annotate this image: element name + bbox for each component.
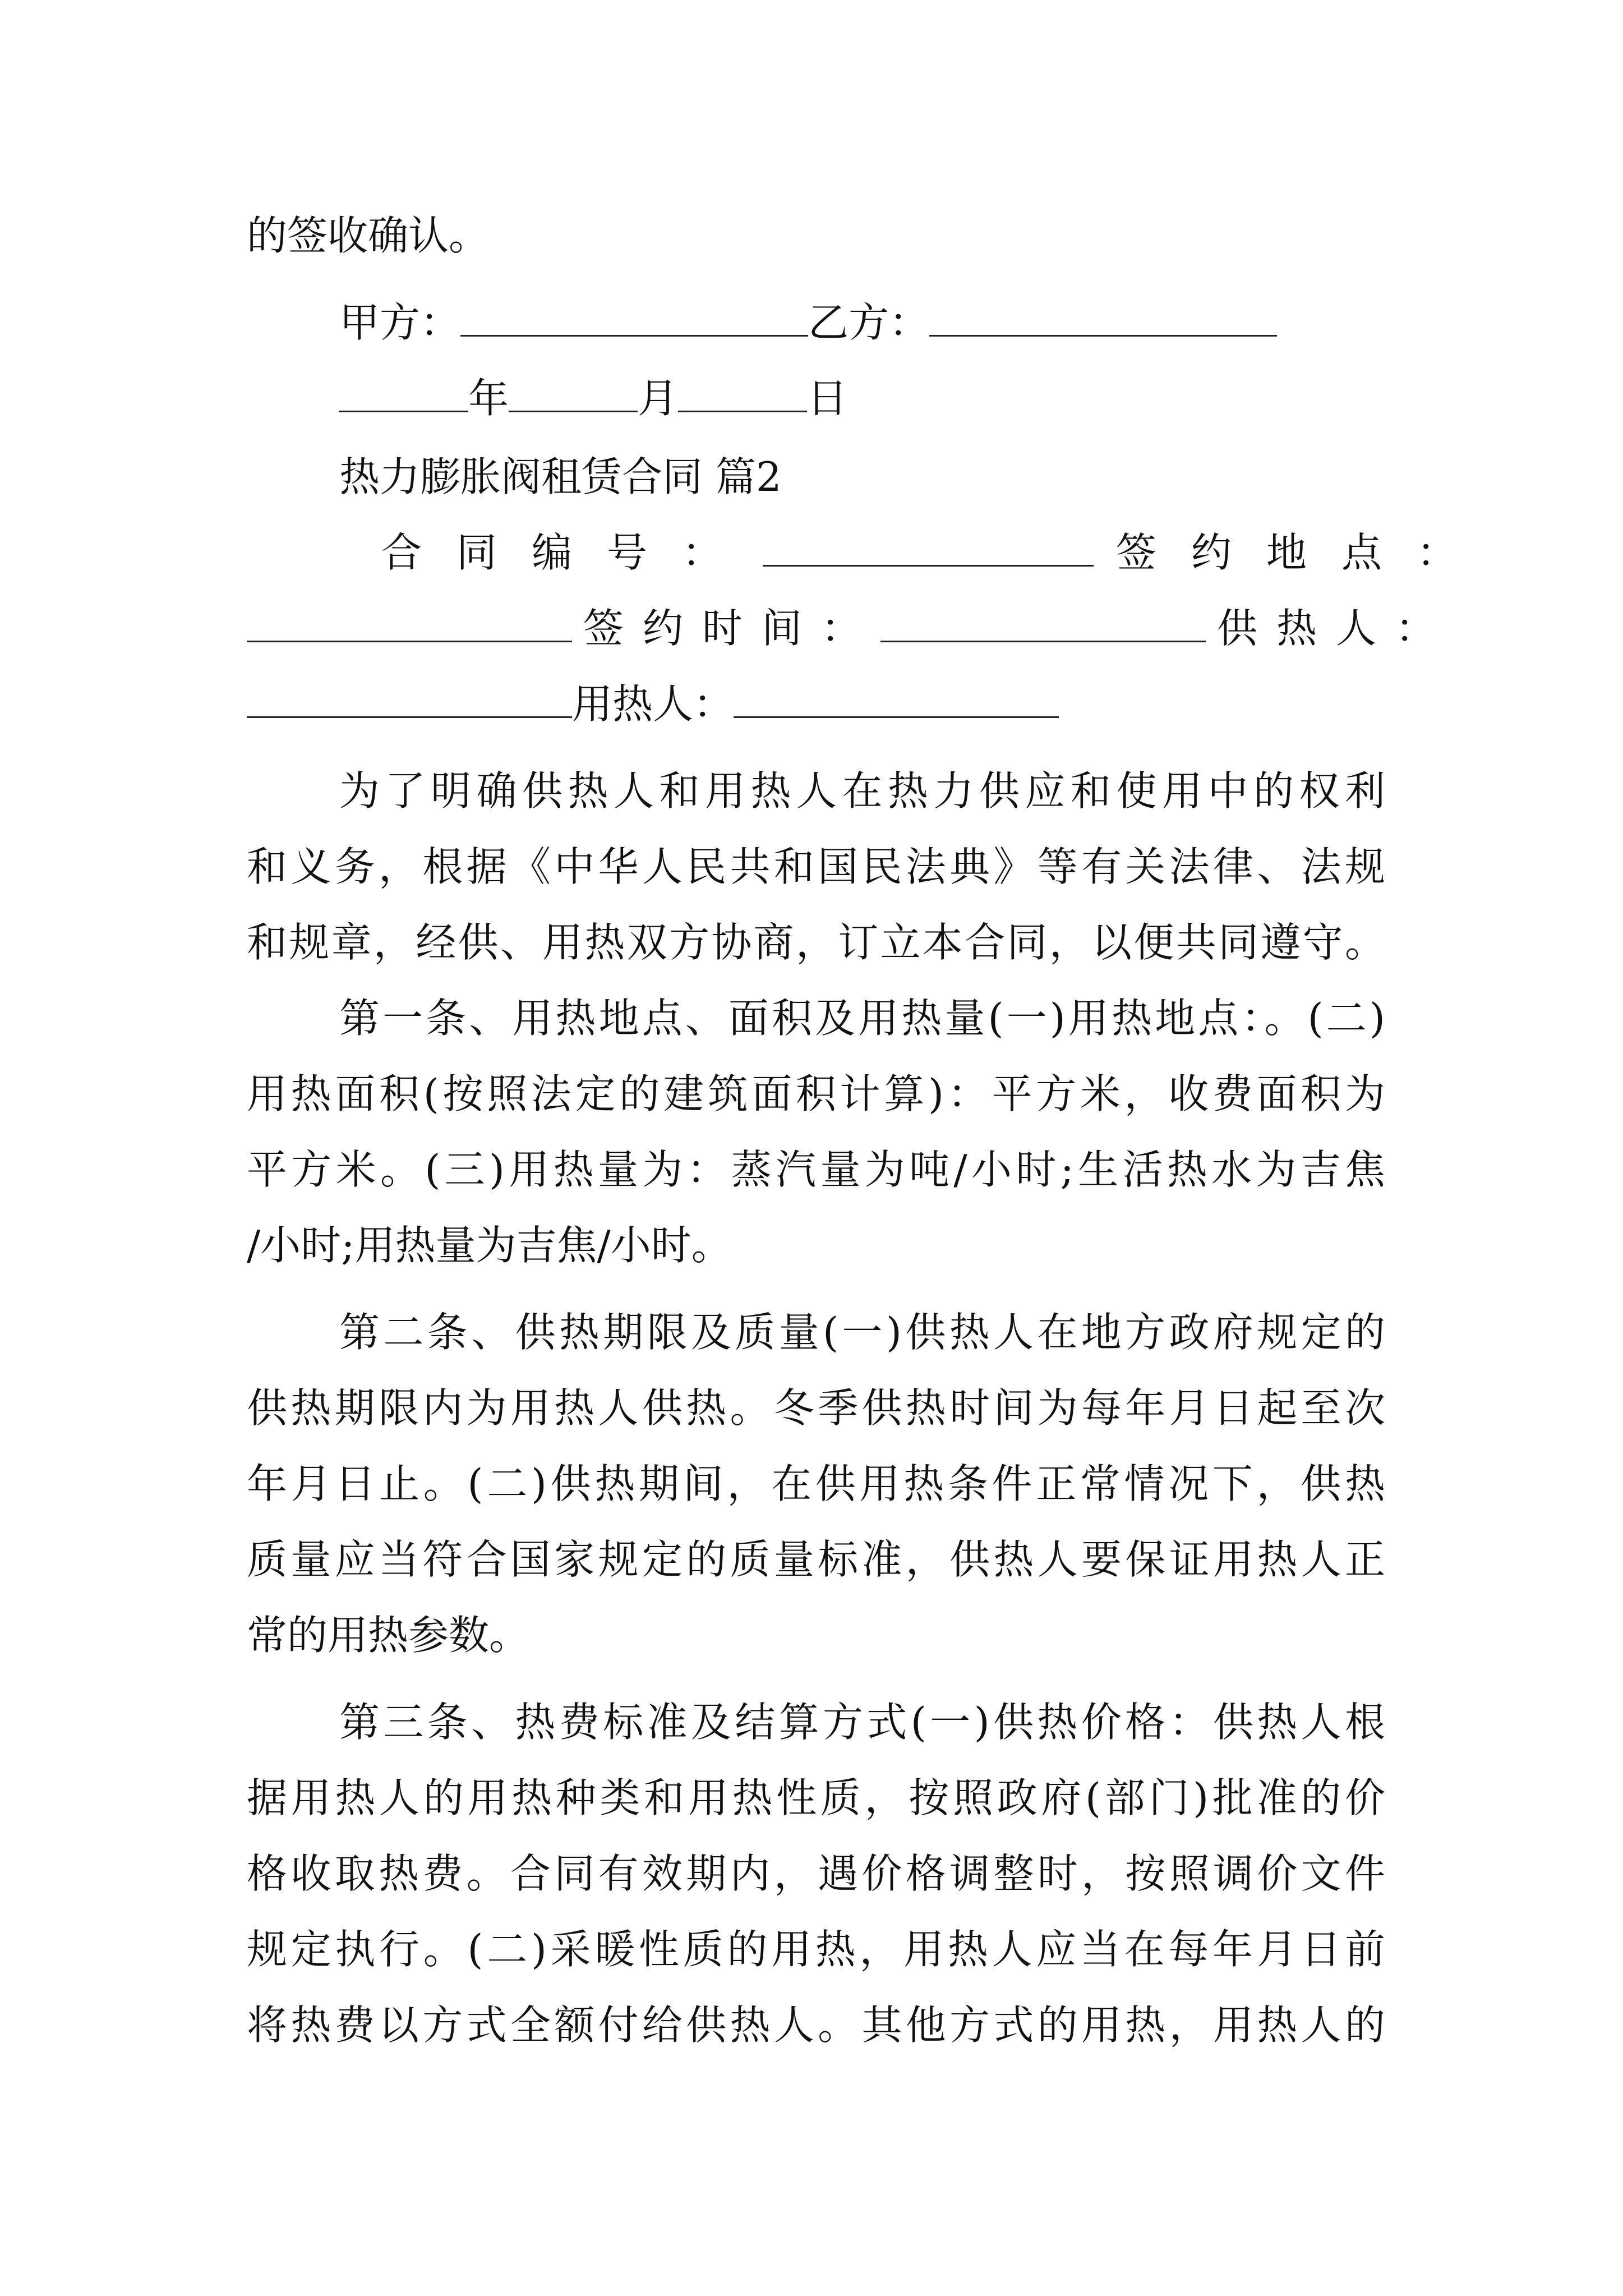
paragraph-line: 格收取热费。合同有效期内，遇价格调整时，按照调价文件 [247,1850,1385,1897]
party-b-blank [929,296,1277,337]
paragraph-line: /小时;用热量为吉焦/小时。 [247,1222,732,1269]
contract-no-blank [763,526,1094,567]
paragraph-line: 和义务，根据《中华人民共和国民法典》等有关法律、法规 [247,843,1385,890]
ack-line: 的签收确认。 [247,212,490,259]
paragraph-line: 为了明确供热人和用热人在热力供应和使用中的权利 [339,767,1385,815]
year-blank [339,371,468,412]
paragraph-line: 质量应当符合国家规定的质量标准，供热人要保证用热人正 [247,1536,1385,1583]
paragraph-line: 规定执行。(二)采暖性质的用热，用热人应当在每年月日前 [247,1926,1385,1973]
party-a-label: 甲方： [339,299,461,346]
sign-time-label: 签约时间： [583,605,881,652]
month-label: 月 [638,375,679,422]
paragraph-line: 第三条、热费标准及结算方式(一)供热价格：供热人根 [339,1699,1385,1746]
sign-place-label: 签约地点： [1116,529,1492,576]
paragraph-line: 第二条、供热期限及质量(一)供热人在地方政府规定的 [339,1309,1385,1356]
header-row-2 [247,600,1455,656]
paragraph-line: 用热面积(按照法定的建筑面积计算)：平方米，收费面积为 [247,1070,1385,1117]
paragraph-line: 将热费以方式全额付给供热人。其他方式的用热，用热人的 [247,2001,1385,2049]
user-blank [734,677,1059,718]
header-row-3 [247,676,1385,732]
paragraph-line: 平方米。(三)用热量为：蒸汽量为吨/小时;生活热水为吉焦 [247,1146,1385,1193]
paragraph-line: 和规章，经供、用热双方协商，订立本合同，以便共同遵守。 [247,919,1385,966]
paragraph-line: 据用热人的用热种类和用热性质，按照政府(部门)批准的价 [247,1774,1385,1821]
sign-place-blank [247,601,572,642]
party-a-blank [460,296,808,337]
party-b-label: 乙方： [808,299,930,346]
signature-line [339,295,1478,351]
day-label: 日 [807,375,848,422]
supplier-blank [247,677,572,718]
paragraph-line: 常的用热参数。 [247,1612,530,1659]
month-blank [509,371,638,412]
paragraph-line: 年月日止。(二)供热期间，在供用热条件正常情况下，供热 [247,1460,1385,1507]
contract-no-label: 合同编号： [381,529,758,576]
year-label: 年 [468,375,509,422]
header-row-1 [381,524,1492,581]
paragraph-line: 供热期限内为用热人供热。冬季供热时间为每年月日起至次 [247,1384,1385,1432]
paragraph-line: 第一条、用热地点、面积及用热量(一)用热地点：。(二) [339,995,1385,1042]
user-label: 用热人： [572,680,734,728]
sign-time-blank [880,601,1206,642]
supplier-label: 供热人： [1217,605,1455,652]
day-blank [678,371,807,412]
section-title: 热力膨胀阀租赁合同 篇2 [339,453,782,500]
date-line [339,370,1478,426]
